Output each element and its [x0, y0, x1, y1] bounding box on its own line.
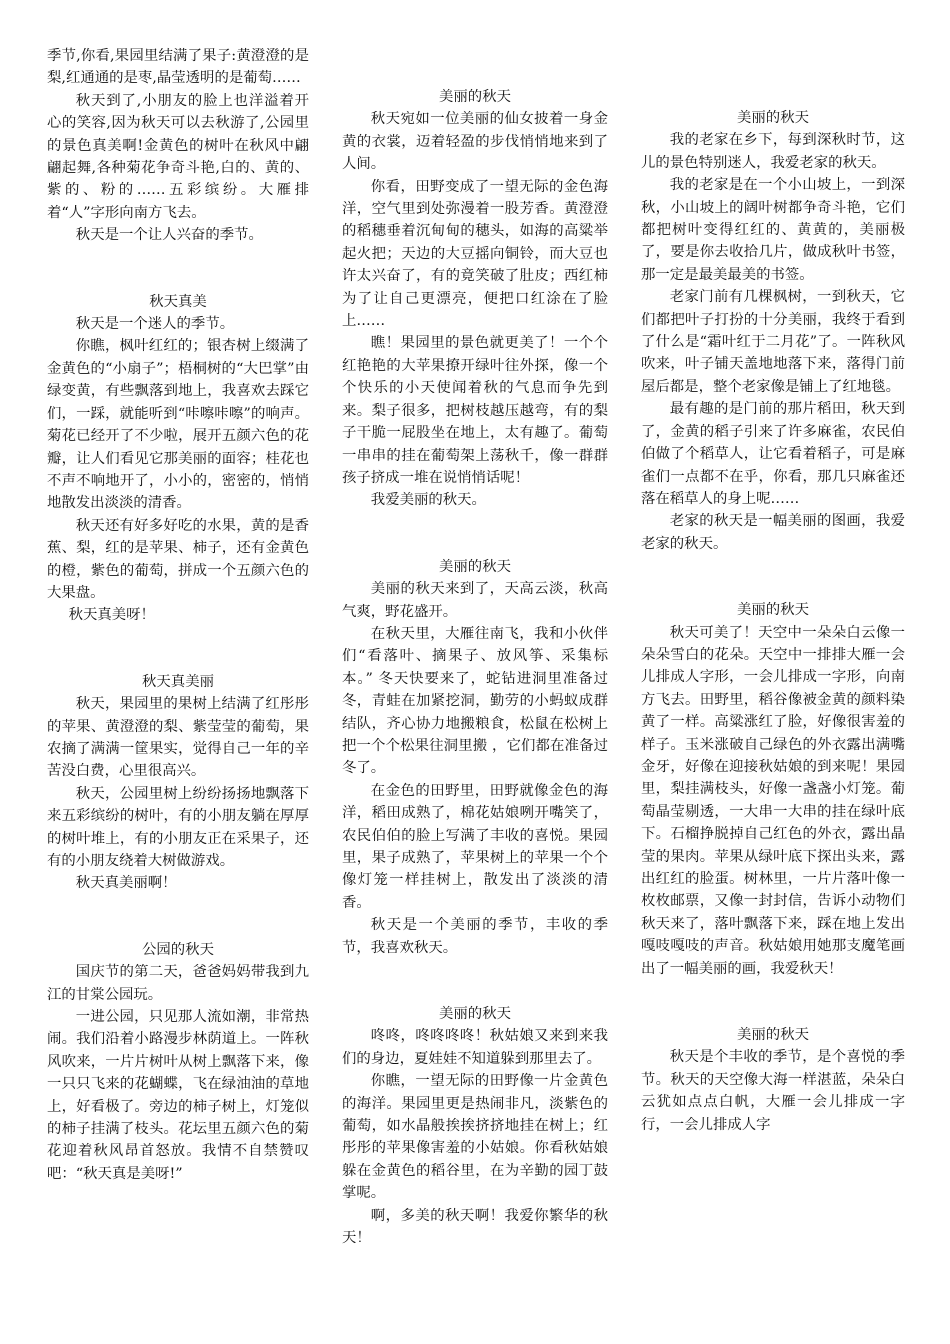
essay-qiutian-zhenmei	[47, 291, 309, 627]
essay-title: 公园的秋天	[142, 941, 214, 958]
paragraph: 秋天是一个让人兴奋的季节。	[75, 227, 263, 244]
essay-title: 美丽的秋天	[737, 602, 809, 619]
paragraph: 秋天真美丽啊！	[75, 875, 177, 892]
essay-title: 美丽的秋天	[439, 1006, 511, 1023]
paragraph: 你瞧，一望无际的田野像一片金黄色的海洋。果园里更是热闹非凡，淡紫色的葡萄，如水晶般挨挨挤挤地挂在树上；红彤彤的苹果像害羞的小姑娘。你看秋姑娘躲在金黄色的稻谷里，在为辛勤的园丁鼓掌呢。	[342, 1073, 608, 1202]
paragraph: 秋天是一个美丽的季节，丰收的季节，我喜欢秋天。	[342, 917, 608, 956]
paragraph: 在秋天里，大雁往南飞，我和小伙伴们“看落叶、摘果子、放风筝、采集标本。” 冬天快要来了，蛇钻进洞里准备过冬，青蛙在加紧挖洞，勤劳的小蚂蚁成群结队，齐心协力地搬粮食，松鼠在松树上把一个个松果往洞里搬 ，它们都在准备过冬了。	[342, 625, 608, 777]
paragraph: 瞧！果园里的景色就更美了！一个个红艳艳的大苹果撩开绿叶往外探，像一个个快乐的小天使闻着秋的气息而争先到来。梨子很多，把树枝越压越弯，有的梨子干脆一屁股坐在地上，太有趣了。葡萄一串串的挂在葡萄架上荡秋千，像一群群孩子挤成一堆在说悄悄话呢！	[342, 335, 608, 486]
essay-title: 秋天真美丽	[142, 673, 214, 690]
paragraph: 秋天，公园里树上纷纷扬扬地飘落下来五彩缤纷的树叶，有的小朋友躺在厚厚的树叶堆上，有的小朋友正在采果子，还有的小朋友绕着大树做游戏。	[47, 785, 309, 869]
column-left	[47, 0, 309, 1185]
paragraph: 国庆节的第二天，爸爸妈妈带我到九江的甘棠公园玩。	[47, 964, 309, 1003]
essay-title: 秋天真美	[149, 293, 207, 310]
paragraph: 我的老家在乡下，每到深秋时节，这儿的景色特别迷人，我爱老家的秋天。	[641, 132, 905, 171]
essay-fragment	[47, 45, 309, 247]
essay-meili-de-qiutian-5	[641, 599, 905, 980]
paragraph: 秋天是一个迷人的季节。	[75, 316, 235, 333]
essay-meili-de-qiutian-4	[641, 107, 905, 555]
essay-meili-de-qiutian-1	[342, 86, 608, 512]
essay-title: 美丽的秋天	[737, 110, 809, 126]
paragraph: 秋天还有好多好吃的水果，黄的是香蕉、梨，红的是苹果、柿子，还有金黄色的橙，紫色的葡萄，拼成一个五颜六色的大果盘。	[47, 517, 309, 601]
paragraph: 秋天到了,小朋友的脸上也洋溢着开心的笑容,因为秋天可以去秋游了,公园里的景色真美啊!金黄色的树叶在秋风中翩翩起舞,各种菊花争奇斗艳,白的、黄的、紫的、粉的……五彩缤纷。大雁排着“人”字形向南方飞去。	[47, 92, 309, 221]
paragraph: 老家的秋天是一幅美丽的图画，我爱老家的秋天。	[641, 513, 905, 552]
paragraph: 美丽的秋天来到了，天高云淡，秋高气爽，野花盛开。	[342, 581, 608, 620]
paragraph: 秋天可美了！天空中一朵朵白云像一朵朵雪白的花朵。天空中一排排大雁一会儿排成人字形，一会儿排成一字形，向南方飞去。田野里，稻谷像被金黄的颜料染黄了一样。高粱涨红了脸，好像很害羞的样子。玉米涨破自己绿色的外衣露出满嘴金牙，好像在迎接秋姑娘的到来呢！果园里，梨挂满枝头，好像一盏盏小灯笼。葡萄晶莹剔透，一大串一大串的挂在绿叶底下。石榴挣脱掉自己红色的外衣，露出晶莹的果肉。苹果从绿叶底下探出头来，露出红红的脸蛋。树林里，一片片落叶像一枚枚邮票，又像一封封信，告诉小动物们秋天来了，落叶飘落下来，踩在地上发出嘎吱嘎吱的声音。秋姑娘用她那支魔笔画出了一幅美丽的画，我爱秋天！	[641, 624, 905, 977]
essay-meili-de-qiutian-3	[342, 1003, 608, 1249]
paragraph: 秋天宛如一位美丽的仙女披着一身金黄的衣裳，迈着轻盈的步伐悄悄地来到了人间。	[342, 111, 608, 173]
essay-gongyuan-de-qiutian	[47, 939, 309, 1185]
column-right	[641, 0, 905, 1136]
paragraph: 在金色的田野里，田野就像金色的海洋，稻田成熟了，棉花姑娘咧开嘴笑了，农民伯伯的脸上写满了丰收的喜悦。果园里，果子成熟了，苹果树上的苹果一个个像灯笼一样挂树上，散发出了淡淡的清香。	[342, 782, 608, 911]
paragraph: 秋天，果园里的果树上结满了红彤彤的苹果、黄澄澄的梨、紫莹莹的葡萄，果农摘了满满一筐果实，觉得自己一年的辛苦没白费，心里很高兴。	[47, 696, 309, 780]
paragraph: 秋天是个丰收的季节，是个喜悦的季节。秋天的天空像大海一样湛蓝，朵朵白云犹如点点白帆，大雁一会儿排成一字行，一会儿排成人字	[641, 1049, 905, 1133]
paragraph: 老家门前有几棵枫树，一到秋天，它们都把叶子打扮的十分美丽，我终于看到了什么是“霜叶红于二月花”了。一阵秋风吹来，叶子铺天盖地地落下来，落得门前屋后都是，整个老家像是铺上了红地毯。	[641, 289, 905, 395]
paragraph: 季节,你看,果园里结满了果子:黄澄澄的是梨,红通通的是枣,晶莹透明的是葡萄……	[47, 48, 309, 87]
paragraph: 最有趣的是门前的那片稻田，秋天到了，金黄的稻子引来了许多麻雀，农民伯伯做了个稻草人，让它看着稻子，可是麻雀们一点都不在乎，你看，那几只麻雀还落在稻草人的身上呢……	[641, 401, 905, 507]
essay-qiutian-zhenmeili	[47, 671, 309, 895]
paragraph: 我爱美丽的秋天。	[370, 492, 486, 509]
essay-title: 美丽的秋天	[737, 1027, 809, 1044]
column-middle	[342, 0, 608, 1250]
paragraph: 你瞧，枫叶红红的；银杏树上缀满了金黄色的“小扇子”；梧桐树的“大巴掌”由绿变黄，有些飘落到地上，我喜欢去踩它们，一踩，就能听到“咔嚓咔嚓”的响声。菊花已经开了不少啦，展开五颜六色的花瓣，让人们看见它那美丽的面容；桂花也不声不响地开了，小小的，密密的，悄悄地散发出淡淡的清香。	[47, 338, 309, 512]
essay-meili-de-qiutian-6	[641, 1024, 905, 1136]
essay-title: 美丽的秋天	[439, 89, 511, 105]
essay-meili-de-qiutian-2	[342, 556, 608, 959]
paragraph: 秋天真美呀！	[68, 607, 155, 624]
essay-title: 美丽的秋天	[439, 558, 511, 575]
paragraph: 我的老家是在一个小山坡上，一到深秋，小山坡上的阔叶树都争奇斗艳，它们都把树叶变得红红的、黄黄的，美丽极了，要是你去收拾几片，做成秋叶书签，那一定是最美最美的书签。	[641, 177, 905, 283]
paragraph: 啊，多美的秋天啊！我爱你繁华的秋天！	[342, 1207, 608, 1247]
paragraph: 你看，田野变成了一望无际的金色海洋，空气里到处弥漫着一股芳香。黄澄澄的稻穗垂着沉甸甸的穗头，如海的高粱举起火把；天边的大豆摇向铜铃，而大豆也许太兴奋了，有的竟笑破了肚皮；西红柿为了让自己更漂亮，便把口红涂在了脸上……	[342, 178, 608, 330]
paragraph: 咚咚，咚咚咚咚！秋姑娘又来到来我们的身边，夏娃娃不知道躲到那里去了。	[342, 1028, 608, 1067]
paragraph: 一进公园，只见那人流如潮，非常热闹。我们沿着小路漫步林荫道上。一阵秋风吹来，一片片树叶从树上飘落下来，像一只只飞来的花蝴蝶，飞在绿油油的草地上，好看极了。旁边的柿子树上，灯笼似的柿子挂满了枝头。花坛里五颜六色的菊花迎着秋风昂首怒放。我情不自禁赞叹吧：“秋天真是美呀!”	[47, 1009, 309, 1182]
